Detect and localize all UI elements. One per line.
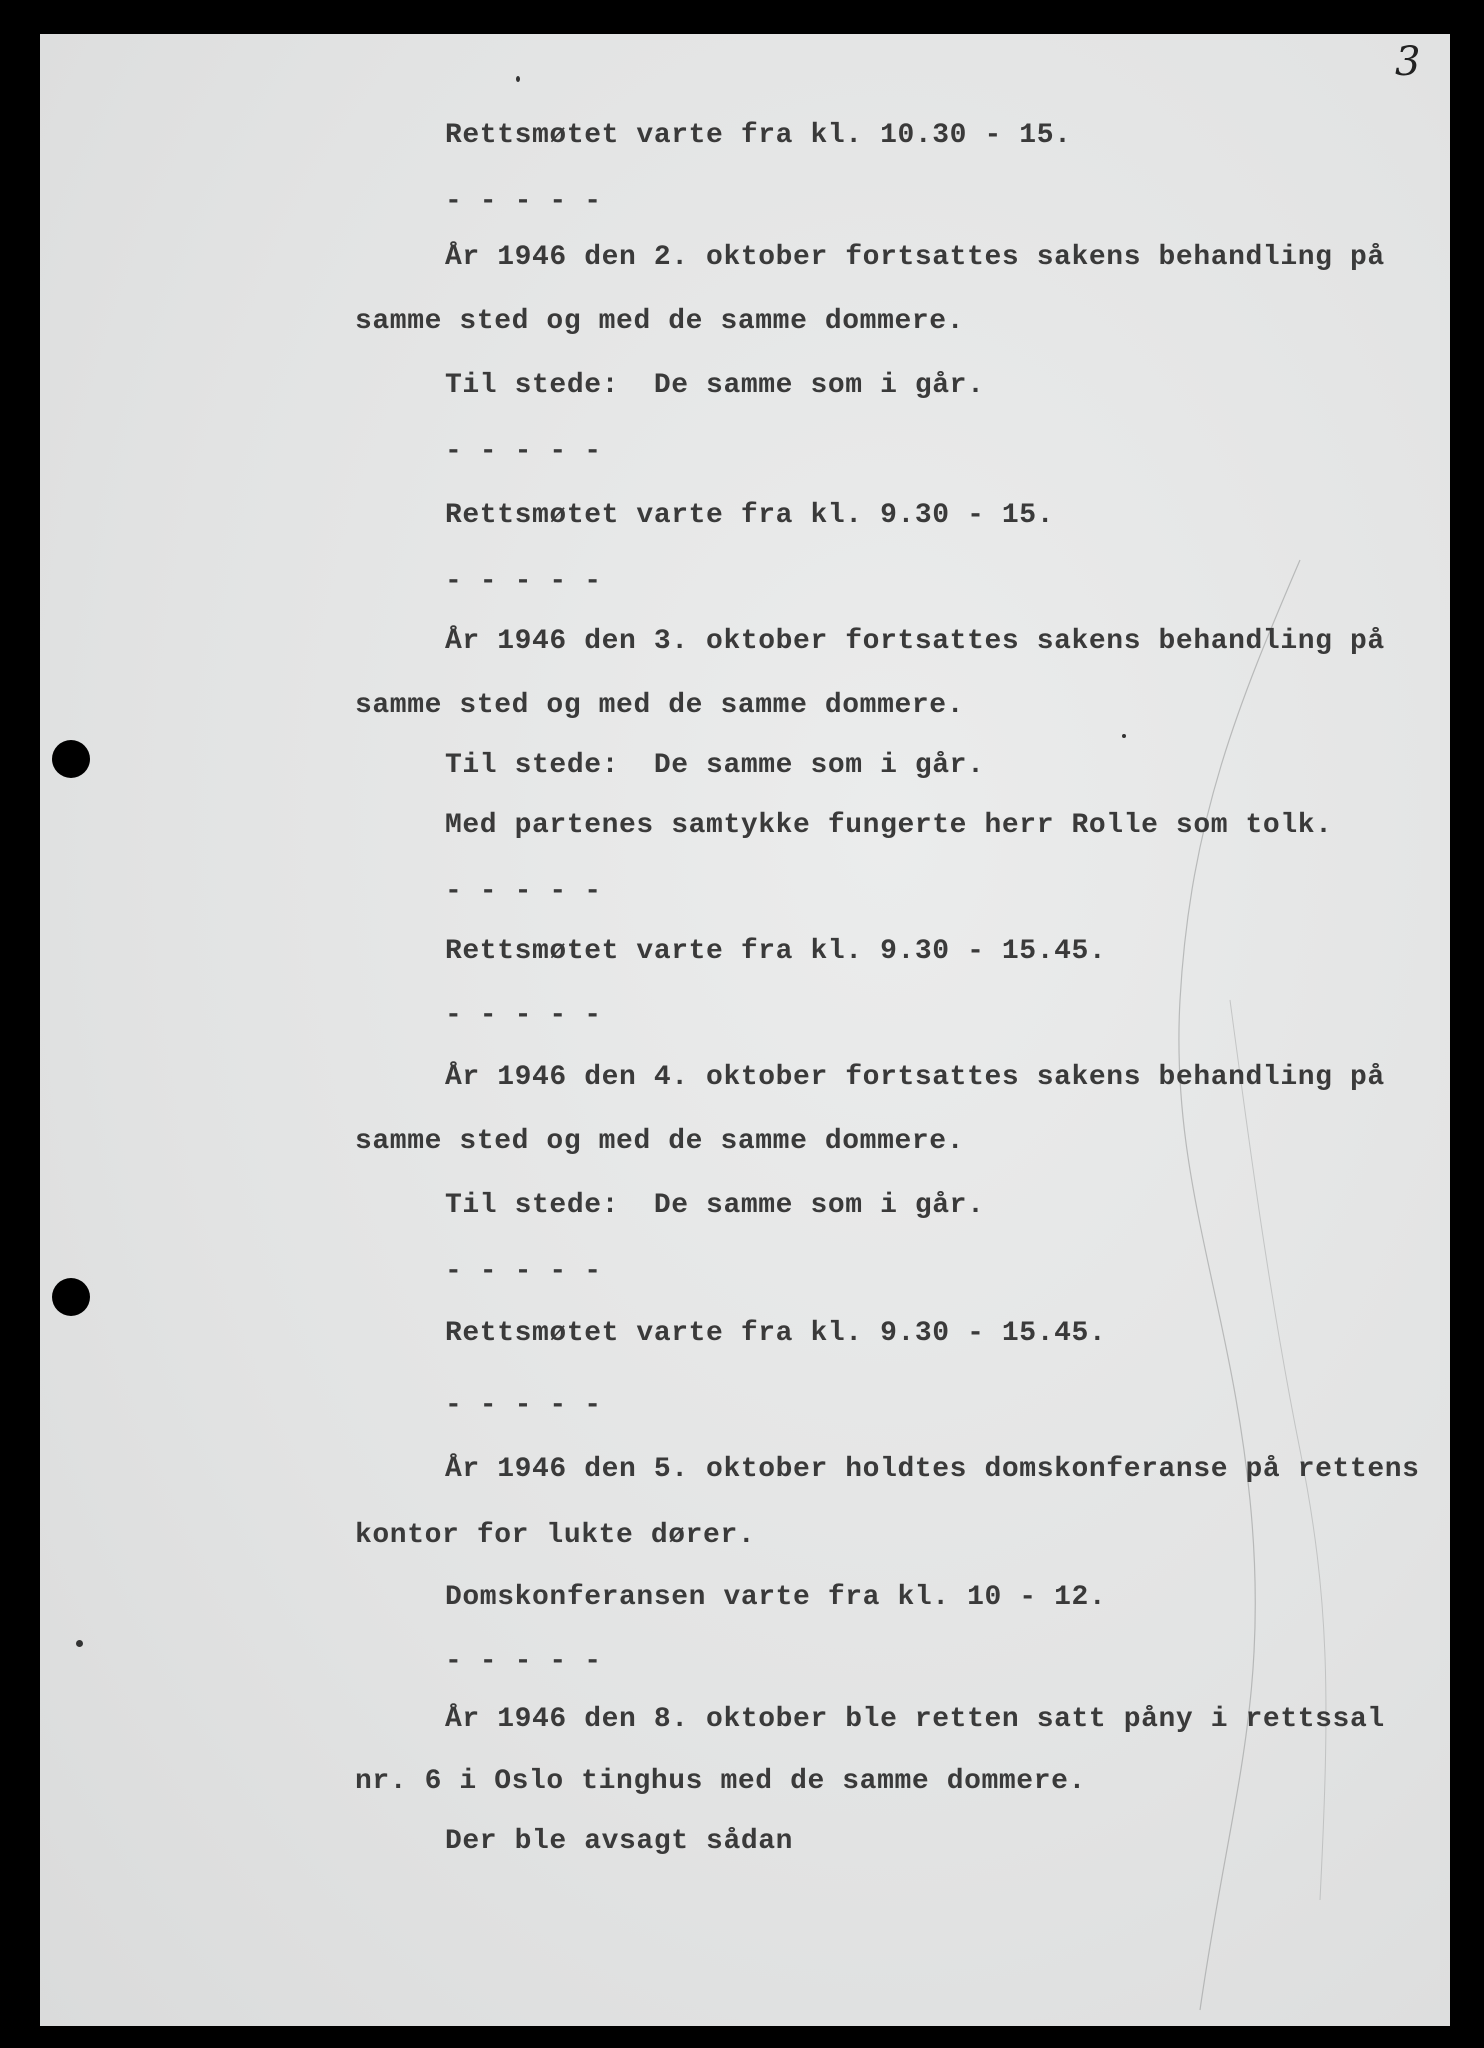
text-line: kontor for lukte dører. xyxy=(355,1520,756,1551)
text-line: Rettsmøtet varte fra kl. 9.30 - 15. xyxy=(445,500,1055,531)
text-line: År 1946 den 4. oktober fortsattes sakens behandling på xyxy=(445,1062,1385,1093)
text-line: År 1946 den 3. oktober fortsattes sakens behandling på xyxy=(445,626,1385,657)
separator-line: - - - - - xyxy=(445,566,602,597)
text-line: samme sted og med de samme dommere. xyxy=(355,1126,965,1157)
paper-speck xyxy=(76,1640,83,1647)
paper-speck xyxy=(1122,734,1126,738)
text-line: År 1946 den 8. oktober ble retten satt påny i rettssal xyxy=(445,1704,1385,1735)
separator-line: - - - - - xyxy=(445,876,602,907)
text-line: Til stede: De samme som i går. xyxy=(445,370,985,401)
punch-hole-top xyxy=(52,740,90,778)
separator-line: - - - - - xyxy=(445,1256,602,1287)
punch-hole-bottom xyxy=(52,1278,90,1316)
text-line: Domskonferansen varte fra kl. 10 - 12. xyxy=(445,1582,1107,1613)
text-line: Til stede: De samme som i går. xyxy=(445,1190,985,1221)
text-line: Til stede: De samme som i går. xyxy=(445,750,985,781)
page-number: 3 xyxy=(1395,39,1421,85)
paper-speck xyxy=(516,76,520,82)
separator-line: - - - - - xyxy=(445,436,602,467)
separator-line: - - - - - xyxy=(445,1646,602,1677)
separator-line: - - - - - xyxy=(445,1390,602,1421)
text-line: samme sted og med de samme dommere. xyxy=(355,690,965,721)
separator-line: - - - - - xyxy=(445,186,602,217)
text-line: År 1946 den 5. oktober holdtes domskonferanse på rettens xyxy=(445,1454,1420,1485)
text-line: nr. 6 i Oslo tinghus med de samme dommere. xyxy=(355,1766,1086,1797)
separator-line: - - - - - xyxy=(445,1000,602,1031)
text-line: Med partenes samtykke fungerte herr Rolle som tolk. xyxy=(445,810,1333,841)
text-line: Rettsmøtet varte fra kl. 9.30 - 15.45. xyxy=(445,1318,1107,1349)
text-line: Rettsmøtet varte fra kl. 9.30 - 15.45. xyxy=(445,936,1107,967)
text-line: Der ble avsagt sådan xyxy=(445,1826,794,1857)
text-line: Rettsmøtet varte fra kl. 10.30 - 15. xyxy=(445,120,1072,151)
text-line: samme sted og med de samme dommere. xyxy=(355,306,965,337)
text-line: År 1946 den 2. oktober fortsattes sakens behandling på xyxy=(445,242,1385,273)
